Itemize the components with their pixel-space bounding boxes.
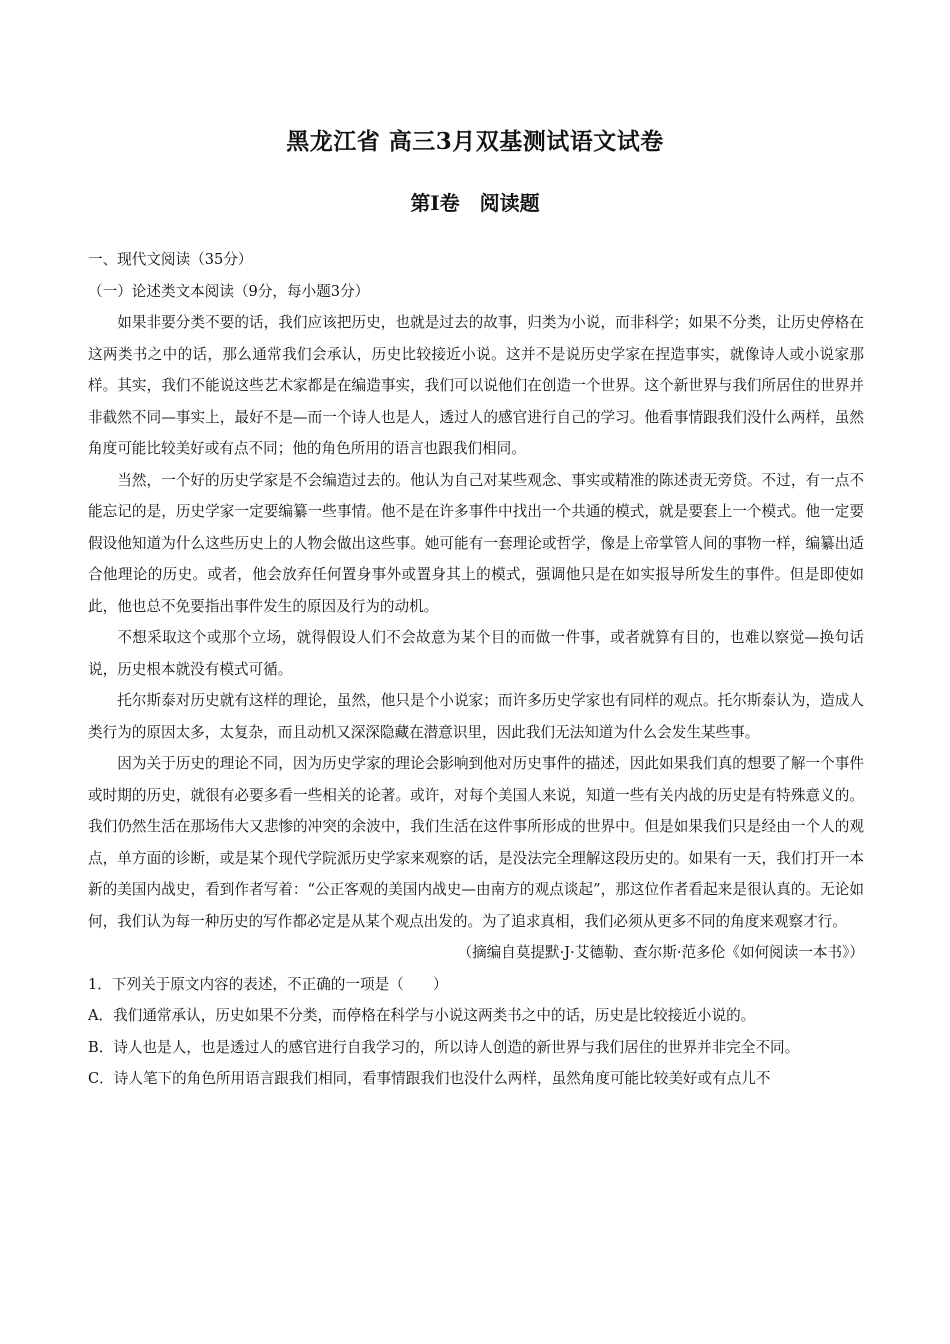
subsection-heading: （一）论述类文本阅读（9分，每小题3分） xyxy=(88,282,370,300)
question-stem: 1．下列关于原文内容的表述，不正确的一项是（ ） xyxy=(88,975,448,993)
paragraph-3: 不想采取这个或那个立场，就得假设人们不会故意为某个目的而做一件事，或者就算有目的，也难以察觉—换句话说，历史根本就没有模式可循。 xyxy=(88,629,864,678)
paragraph-5: 因为关于历史的理论不同，因为历史学家的理论会影响到他对历史事件的描述，因此如果我们真的想要了解一个事件或时期的历史，就很有必要多看一些相关的论著。或许，对每个美国人来说，知道一些有关内战的历史是有特殊意义的。我们仍然生活在那场伟大又悲惨的冲突的余波中，我们生活在这件事所形成的世界中。但是如果我们只是经由一个人的观点，单方面的诊断，或是某个现代学院派历史学家来观察的话，是没法完全理解这段历史的。如果有一天，我们打开一本新的美国内战史，看到作者写着：“公正客观的美国内战史—由南方的观点谈起”，那这位作者看起来是很认真的。无论如何，我们认为每一种历史的写作都必定是从某个观点出发的。为了追求真相，我们必须从更多不同的角度来观察才行。 xyxy=(88,755,864,930)
section-title: 第Ⅰ卷 阅读题 xyxy=(410,191,540,215)
paragraph-4: 托尔斯泰对历史就有这样的理论，虽然，他只是个小说家；而许多历史学家也有同样的观点。托尔斯泰认为，造成人类行为的原因太多，太复杂，而且动机又深深隐藏在潜意识里，因此我们无法知道为什么会发生某些事。 xyxy=(88,692,864,741)
question-option-b: B．诗人也是人，也是透过人的感官进行自我学习的，所以诗人创造的新世界与我们居住的世界并非完全不同。 xyxy=(88,1038,800,1056)
paragraph-2: 当然，一个好的历史学家是不会编造过去的。他认为自己对某些观念、事实或精准的陈述责无旁贷。不过，有一点不能忘记的是，历史学家一定要编纂一些事情。他不是在许多事件中找出一个共通的模式，就是要套上一个模式。他一定要假设他知道为什么这些历史上的人物会做出这些事。她可能有一套理论或哲学，像是上帝掌管人间的事物一样，编纂出适合他理论的历史。或者，他会放弃任何置身事外或置身其上的模式，强调他只是在如实报导所发生的事件。但是即使如此，他也总不免要指出事件发生的原因及行为的动机。 xyxy=(88,471,864,615)
document-body xyxy=(88,244,864,1095)
source-citation: （摘编自莫提默·J·艾德勒、查尔斯·范多伦《如何阅读一本书》） xyxy=(457,944,864,961)
page-title: 黑龙江省 高三3月双基测试语文试卷 xyxy=(286,128,664,155)
section-heading: 一、现代文阅读（35分） xyxy=(88,251,253,268)
question-option-a: A．我们通常承认，历史如果不分类，而停格在科学与小说这两类书之中的话，历史是比较接近小说的。 xyxy=(88,1007,756,1024)
paragraph-1: 如果非要分类不要的话，我们应该把历史，也就是过去的故事，归类为小说，而非科学；如果不分类，让历史停格在这两类书之中的话，那么通常我们会承认，历史比较接近小说。这并不是说历史学家在捏造事实，就像诗人或小说家那样。其实，我们不能说这些艺术家都是在编造事实，我们可以说他们在创造一个世界。这个新世界与我们所居住的世界并非截然不同—事实上，最好不是—而一个诗人也是人，透过人的感官进行自己的学习。他看事情跟我们没什么两样，虽然角度可能比较美好或有点不同；他的角色所用的语言也跟我们相同。 xyxy=(88,314,864,457)
question-option-c: C．诗人笔下的角色所用语言跟我们相同，看事情跟我们也没什么两样，虽然角度可能比较美好或有点儿不 xyxy=(88,1070,771,1087)
